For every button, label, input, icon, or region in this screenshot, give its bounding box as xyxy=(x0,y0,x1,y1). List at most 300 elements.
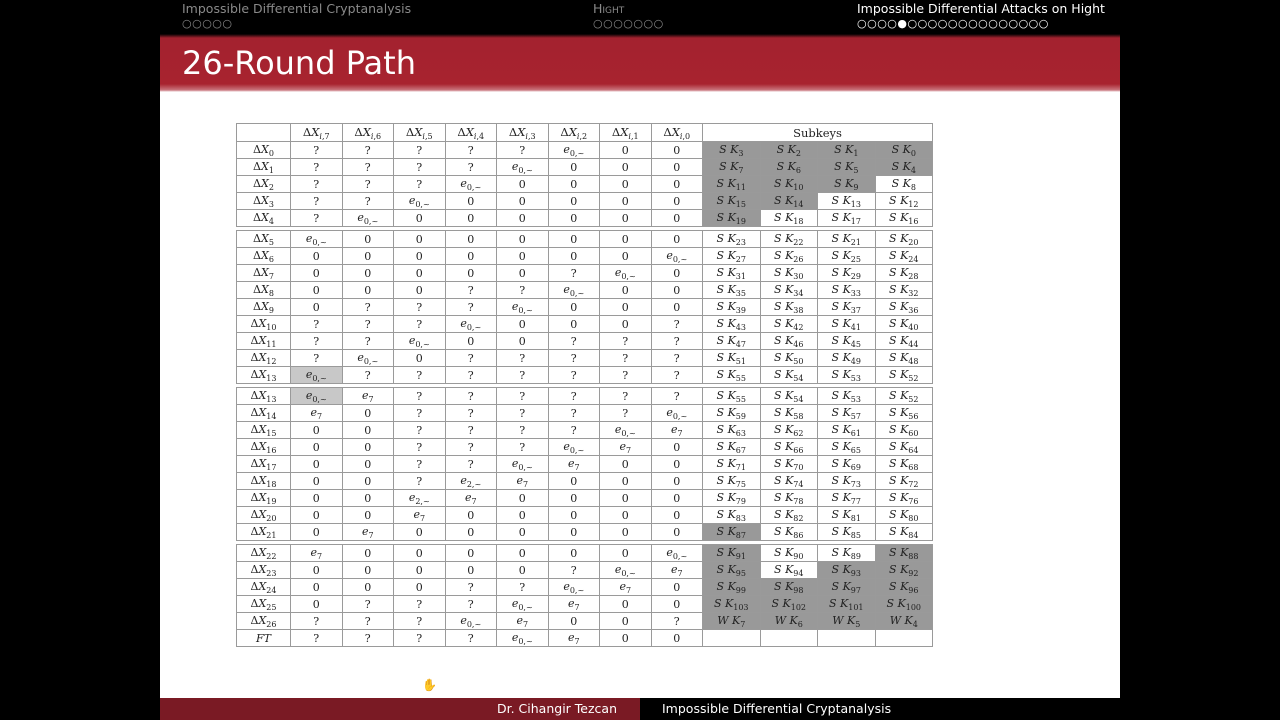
difference-cell: $e_7$ xyxy=(445,490,497,507)
row-label: $\Delta X_{13}$ xyxy=(237,367,291,384)
difference-cell: 0 xyxy=(600,545,652,562)
subkey-cell: S $K_0$ xyxy=(875,142,933,159)
difference-cell: 0 xyxy=(548,473,600,490)
subkey-cell: S $K_{87}$ xyxy=(703,524,761,541)
difference-cell: 0 xyxy=(342,562,394,579)
subkey-cell: S $K_{98}$ xyxy=(760,579,818,596)
difference-cell: ? xyxy=(497,439,549,456)
subkey-cell: S $K_{32}$ xyxy=(875,282,933,299)
subkey-cell: S $K_{26}$ xyxy=(760,248,818,265)
subkey-cell: S $K_{48}$ xyxy=(875,350,933,367)
difference-cell: ? xyxy=(445,142,497,159)
subkey-cell: S $K_{37}$ xyxy=(818,299,876,316)
difference-cell: ? xyxy=(394,422,446,439)
subkey-cell: S $K_{19}$ xyxy=(703,210,761,227)
difference-cell: $e_{0,\sim}$ xyxy=(651,545,703,562)
subkey-cell: S $K_{14}$ xyxy=(760,193,818,210)
subkey-cell: S $K_{62}$ xyxy=(760,422,818,439)
difference-cell: 0 xyxy=(600,316,652,333)
difference-cell: 0 xyxy=(291,282,343,299)
table-row xyxy=(237,210,933,227)
difference-cell: ? xyxy=(445,439,497,456)
difference-cell: 0 xyxy=(445,524,497,541)
difference-cell: ? xyxy=(342,596,394,613)
difference-cell: $e_{0,\sim}$ xyxy=(600,562,652,579)
difference-cell: 0 xyxy=(291,579,343,596)
subkey-cell: S $K_{40}$ xyxy=(875,316,933,333)
difference-cell: $e_7$ xyxy=(497,613,549,630)
difference-cell: 0 xyxy=(600,193,652,210)
subkey-cell: S $K_{58}$ xyxy=(760,405,818,422)
difference-cell: ? xyxy=(497,405,549,422)
difference-cell: 0 xyxy=(497,265,549,282)
row-label: $\Delta X_{16}$ xyxy=(237,439,291,456)
row-label: $\Delta X_5$ xyxy=(237,231,291,248)
difference-cell: $e_{0,\sim}$ xyxy=(548,282,600,299)
difference-cell: 0 xyxy=(342,265,394,282)
difference-cell: $e_7$ xyxy=(600,579,652,596)
difference-cell: ? xyxy=(445,388,497,405)
subkey-cell: S $K_{28}$ xyxy=(875,265,933,282)
difference-cell: 0 xyxy=(651,282,703,299)
difference-cell: 0 xyxy=(394,545,446,562)
subkey-cell: S $K_{20}$ xyxy=(875,231,933,248)
difference-cell: 0 xyxy=(548,210,600,227)
subkey-cell: W $K_7$ xyxy=(703,613,761,630)
subkey-cell: S $K_{39}$ xyxy=(703,299,761,316)
subkey-cell: S $K_{30}$ xyxy=(760,265,818,282)
subkey-cell: S $K_{73}$ xyxy=(818,473,876,490)
difference-cell: 0 xyxy=(651,490,703,507)
difference-cell: $e_7$ xyxy=(497,473,549,490)
column-header: $\Delta X_{i,7}$ xyxy=(291,124,343,142)
row-label: $\Delta X_3$ xyxy=(237,193,291,210)
row-label: $\Delta X_6$ xyxy=(237,248,291,265)
nav-progress-dots[interactable]: ○○○○○ xyxy=(182,17,233,30)
table-row xyxy=(237,367,933,384)
difference-cell: 0 xyxy=(651,159,703,176)
table-row xyxy=(237,282,933,299)
table-row xyxy=(237,596,933,613)
subkey-cell: S $K_{81}$ xyxy=(818,507,876,524)
difference-cell: 0 xyxy=(394,579,446,596)
difference-cell: ? xyxy=(445,282,497,299)
difference-cell: ? xyxy=(651,350,703,367)
subkey-cell: S $K_{68}$ xyxy=(875,456,933,473)
row-label: $\Delta X_{15}$ xyxy=(237,422,291,439)
difference-cell: ? xyxy=(394,176,446,193)
difference-cell: 0 xyxy=(548,490,600,507)
difference-cell: ? xyxy=(445,456,497,473)
subkey-cell: S $K_{15}$ xyxy=(703,193,761,210)
subkey-cell: S $K_{61}$ xyxy=(818,422,876,439)
difference-cell: ? xyxy=(600,350,652,367)
difference-cell: 0 xyxy=(394,350,446,367)
difference-cell: 0 xyxy=(342,282,394,299)
row-label: $\Delta X_0$ xyxy=(237,142,291,159)
nav-section-attacks-on-hight[interactable] xyxy=(857,1,1105,31)
nav-section-hight[interactable] xyxy=(593,1,664,31)
difference-cell: 0 xyxy=(548,545,600,562)
subkey-cell: S $K_1$ xyxy=(818,142,876,159)
subkey-cell: S $K_{18}$ xyxy=(760,210,818,227)
subkey-cell: S $K_{46}$ xyxy=(760,333,818,350)
subkey-cell: S $K_{79}$ xyxy=(703,490,761,507)
difference-cell: 0 xyxy=(445,265,497,282)
nav-progress-dots[interactable]: ○○○○○○○ xyxy=(593,17,664,30)
subkey-cell: S $K_{78}$ xyxy=(760,490,818,507)
difference-cell: $e_{0,\sim}$ xyxy=(394,193,446,210)
subkey-cell: S $K_{54}$ xyxy=(760,367,818,384)
nav-section-label: Hight xyxy=(593,1,625,16)
difference-cell: ? xyxy=(497,422,549,439)
corner-cell xyxy=(237,124,291,142)
difference-cell: 0 xyxy=(342,422,394,439)
difference-cell: ? xyxy=(548,422,600,439)
table-row xyxy=(237,456,933,473)
difference-cell: 0 xyxy=(445,545,497,562)
subkey-cell: S $K_{93}$ xyxy=(818,562,876,579)
difference-cell: ? xyxy=(497,350,549,367)
subkey-cell: S $K_{17}$ xyxy=(818,210,876,227)
difference-cell: ? xyxy=(291,316,343,333)
difference-cell: $e_7$ xyxy=(342,388,394,405)
subkey-cell: S $K_{51}$ xyxy=(703,350,761,367)
table-row xyxy=(237,176,933,193)
row-label: $\Delta X_1$ xyxy=(237,159,291,176)
slide-title: 26-Round Path xyxy=(182,44,416,82)
difference-cell: $e_7$ xyxy=(651,422,703,439)
difference-cell: 0 xyxy=(600,596,652,613)
column-header: $\Delta X_{i,5}$ xyxy=(394,124,446,142)
difference-cell: 0 xyxy=(651,596,703,613)
difference-cell: 0 xyxy=(445,193,497,210)
difference-cell: 0 xyxy=(600,613,652,630)
difference-cell: ? xyxy=(651,367,703,384)
row-label: $\Delta X_{11}$ xyxy=(237,333,291,350)
difference-cell: 0 xyxy=(497,507,549,524)
difference-cell: 0 xyxy=(342,490,394,507)
difference-cell: ? xyxy=(445,299,497,316)
difference-cell: 0 xyxy=(548,299,600,316)
difference-cell: ? xyxy=(394,142,446,159)
difference-cell: 0 xyxy=(291,439,343,456)
subkey-cell: S $K_{29}$ xyxy=(818,265,876,282)
difference-cell: ? xyxy=(291,210,343,227)
difference-cell: 0 xyxy=(651,210,703,227)
slide xyxy=(160,0,1120,720)
subkey-cell: S $K_{54}$ xyxy=(760,388,818,405)
subkey-cell: W $K_5$ xyxy=(818,613,876,630)
row-label: $\Delta X_{20}$ xyxy=(237,507,291,524)
footer-title xyxy=(640,698,1120,720)
nav-section-idc[interactable] xyxy=(182,1,411,31)
difference-cell: 0 xyxy=(342,473,394,490)
subkey-cell: S $K_{63}$ xyxy=(703,422,761,439)
row-label: $\Delta X_{18}$ xyxy=(237,473,291,490)
row-label: $\Delta X_{21}$ xyxy=(237,524,291,541)
difference-cell: $e_{0,\sim}$ xyxy=(291,367,343,384)
row-label: $\Delta X_2$ xyxy=(237,176,291,193)
difference-cell: 0 xyxy=(600,507,652,524)
subkey-cell: S $K_{99}$ xyxy=(703,579,761,596)
difference-cell: ? xyxy=(600,333,652,350)
subkey-cell: S $K_{84}$ xyxy=(875,524,933,541)
table-row xyxy=(237,193,933,210)
table-row xyxy=(237,350,933,367)
difference-cell: 0 xyxy=(548,159,600,176)
column-header: $\Delta X_{i,1}$ xyxy=(600,124,652,142)
difference-cell: $e_7$ xyxy=(651,562,703,579)
subkey-cell: S $K_{36}$ xyxy=(875,299,933,316)
subkey-cell: S $K_{16}$ xyxy=(875,210,933,227)
subkey-cell: S $K_{55}$ xyxy=(703,367,761,384)
difference-cell: $e_{0,\sim}$ xyxy=(497,630,549,647)
difference-cell: 0 xyxy=(497,193,549,210)
difference-cell: ? xyxy=(497,579,549,596)
subkey-cell: S $K_{59}$ xyxy=(703,405,761,422)
difference-cell: 0 xyxy=(651,630,703,647)
difference-cell: 0 xyxy=(394,210,446,227)
difference-cell: ? xyxy=(651,388,703,405)
difference-cell: 0 xyxy=(394,562,446,579)
subkey-cell: S $K_{34}$ xyxy=(760,282,818,299)
difference-cell: $e_{0,\sim}$ xyxy=(548,439,600,456)
subkey-cell: S $K_{45}$ xyxy=(818,333,876,350)
difference-cell: 0 xyxy=(291,265,343,282)
difference-cell: ? xyxy=(342,299,394,316)
difference-cell: ? xyxy=(445,422,497,439)
table-row xyxy=(237,490,933,507)
difference-cell: ? xyxy=(291,350,343,367)
column-header: $\Delta X_{i,6}$ xyxy=(342,124,394,142)
subkey-cell: S $K_{47}$ xyxy=(703,333,761,350)
subkey-cell: S $K_2$ xyxy=(760,142,818,159)
difference-cell: $e_7$ xyxy=(291,545,343,562)
difference-cell: ? xyxy=(342,159,394,176)
difference-cell: ? xyxy=(394,456,446,473)
difference-cell: ? xyxy=(548,350,600,367)
difference-cell: ? xyxy=(342,142,394,159)
difference-cell: ? xyxy=(394,473,446,490)
subkey-cell: S $K_7$ xyxy=(703,159,761,176)
subkey-cell: S $K_{52}$ xyxy=(875,388,933,405)
difference-cell: ? xyxy=(445,579,497,596)
difference-cell: 0 xyxy=(342,456,394,473)
difference-cell: ? xyxy=(651,613,703,630)
nav-progress-dots[interactable]: ○○○○●○○○○○○○○○○○○○○ xyxy=(857,17,1049,30)
difference-cell: 0 xyxy=(394,265,446,282)
subkey-cell: S $K_{55}$ xyxy=(703,388,761,405)
difference-cell: 0 xyxy=(600,248,652,265)
subkey-cell: S $K_{82}$ xyxy=(760,507,818,524)
subkey-cell: S $K_8$ xyxy=(875,176,933,193)
table-row xyxy=(237,265,933,282)
subkeys-header: Subkeys xyxy=(703,124,933,142)
row-label: $\Delta X_{13}$ xyxy=(237,388,291,405)
difference-cell: ? xyxy=(497,388,549,405)
difference-cell: 0 xyxy=(291,596,343,613)
difference-cell: $e_{0,\sim}$ xyxy=(497,159,549,176)
row-label: $\Delta X_9$ xyxy=(237,299,291,316)
table-row xyxy=(237,439,933,456)
subkey-cell: S $K_{23}$ xyxy=(703,231,761,248)
difference-cell: 0 xyxy=(291,248,343,265)
difference-cell: $e_{0,\sim}$ xyxy=(445,176,497,193)
difference-cell: ? xyxy=(394,159,446,176)
difference-cell: 0 xyxy=(394,248,446,265)
subkey-cell: S $K_{103}$ xyxy=(703,596,761,613)
table-row xyxy=(237,333,933,350)
difference-cell: ? xyxy=(291,613,343,630)
nav-section-label: Impossible Differential Cryptanalysis xyxy=(182,1,412,16)
subkey-cell: S $K_{33}$ xyxy=(818,282,876,299)
table-row xyxy=(237,142,933,159)
difference-cell: 0 xyxy=(497,248,549,265)
difference-cell: 0 xyxy=(651,142,703,159)
subkey-cell: S $K_{100}$ xyxy=(875,596,933,613)
difference-cell: ? xyxy=(548,405,600,422)
subkey-cell: S $K_{90}$ xyxy=(760,545,818,562)
subkey-cell: S $K_{43}$ xyxy=(703,316,761,333)
difference-cell: ? xyxy=(600,367,652,384)
subkey-cell: S $K_{35}$ xyxy=(703,282,761,299)
difference-cell: 0 xyxy=(651,473,703,490)
difference-cell: 0 xyxy=(291,524,343,541)
difference-cell: 0 xyxy=(445,210,497,227)
column-header: $\Delta X_{i,4}$ xyxy=(445,124,497,142)
table-row xyxy=(237,405,933,422)
subkey-cell: S $K_{42}$ xyxy=(760,316,818,333)
row-label: $\Delta X_{10}$ xyxy=(237,316,291,333)
difference-cell: ? xyxy=(394,367,446,384)
difference-cell: 0 xyxy=(394,282,446,299)
difference-cell: 0 xyxy=(651,231,703,248)
subkey-cell xyxy=(703,630,761,647)
subkey-cell: W $K_6$ xyxy=(760,613,818,630)
difference-cell: $e_7$ xyxy=(548,596,600,613)
subkey-cell: S $K_{94}$ xyxy=(760,562,818,579)
subkey-cell: S $K_{85}$ xyxy=(818,524,876,541)
difference-cell: $e_{0,\sim}$ xyxy=(291,388,343,405)
difference-cell: 0 xyxy=(600,210,652,227)
table-row xyxy=(237,545,933,562)
row-label: $\Delta X_{22}$ xyxy=(237,545,291,562)
table-row xyxy=(237,613,933,630)
difference-cell: $e_{2,\sim}$ xyxy=(445,473,497,490)
difference-cell: 0 xyxy=(600,176,652,193)
difference-cell: 0 xyxy=(445,562,497,579)
column-header: $\Delta X_{i,2}$ xyxy=(548,124,600,142)
difference-cell: 0 xyxy=(600,490,652,507)
subkey-cell: S $K_{49}$ xyxy=(818,350,876,367)
difference-cell: ? xyxy=(342,176,394,193)
difference-cell: 0 xyxy=(497,490,549,507)
difference-cell: 0 xyxy=(548,176,600,193)
row-label: $\Delta X_{26}$ xyxy=(237,613,291,630)
subkey-cell: S $K_{91}$ xyxy=(703,545,761,562)
difference-cell: ? xyxy=(394,316,446,333)
difference-cell: ? xyxy=(600,405,652,422)
subkey-cell: S $K_{74}$ xyxy=(760,473,818,490)
column-header: $\Delta X_{i,3}$ xyxy=(497,124,549,142)
subkey-cell: S $K_{66}$ xyxy=(760,439,818,456)
difference-cell: 0 xyxy=(497,231,549,248)
subkey-cell: S $K_{64}$ xyxy=(875,439,933,456)
row-label: $\Delta X_{14}$ xyxy=(237,405,291,422)
subkey-cell: S $K_{22}$ xyxy=(760,231,818,248)
difference-cell: ? xyxy=(548,333,600,350)
subkey-cell: S $K_{56}$ xyxy=(875,405,933,422)
difference-cell: 0 xyxy=(291,562,343,579)
difference-cell: ? xyxy=(651,333,703,350)
difference-cell: 0 xyxy=(600,456,652,473)
difference-cell: 0 xyxy=(600,159,652,176)
difference-cell: ? xyxy=(548,265,600,282)
difference-cell: ? xyxy=(497,142,549,159)
subkey-cell: S $K_{31}$ xyxy=(703,265,761,282)
difference-cell: $e_{0,\sim}$ xyxy=(445,613,497,630)
table-row xyxy=(237,316,933,333)
difference-cell: ? xyxy=(394,299,446,316)
subkey-cell: S $K_{77}$ xyxy=(818,490,876,507)
difference-cell: 0 xyxy=(497,524,549,541)
difference-cell: 0 xyxy=(548,507,600,524)
difference-cell: ? xyxy=(445,596,497,613)
subkey-cell: S $K_{102}$ xyxy=(760,596,818,613)
difference-cell: ? xyxy=(291,142,343,159)
difference-cell: 0 xyxy=(497,562,549,579)
difference-cell: ? xyxy=(342,613,394,630)
difference-cell: 0 xyxy=(445,231,497,248)
difference-cell: 0 xyxy=(394,524,446,541)
difference-cell: ? xyxy=(342,193,394,210)
difference-cell: 0 xyxy=(445,507,497,524)
difference-cell: $e_{0,\sim}$ xyxy=(445,316,497,333)
difference-cell: ? xyxy=(445,367,497,384)
difference-cell: ? xyxy=(291,630,343,647)
difference-cell: ? xyxy=(291,176,343,193)
subkey-cell: S $K_{12}$ xyxy=(875,193,933,210)
subkey-cell: S $K_9$ xyxy=(818,176,876,193)
difference-cell: 0 xyxy=(291,422,343,439)
subkey-cell: S $K_{67}$ xyxy=(703,439,761,456)
subkey-cell: S $K_{97}$ xyxy=(818,579,876,596)
difference-cell: 0 xyxy=(342,507,394,524)
difference-cell: 0 xyxy=(291,473,343,490)
subkey-cell: S $K_{44}$ xyxy=(875,333,933,350)
difference-cell: 0 xyxy=(548,316,600,333)
difference-cell: 0 xyxy=(342,405,394,422)
difference-cell: $e_{0,\sim}$ xyxy=(342,210,394,227)
difference-cell: ? xyxy=(548,367,600,384)
difference-cell: 0 xyxy=(291,507,343,524)
difference-cell: 0 xyxy=(651,524,703,541)
difference-cell: 0 xyxy=(291,490,343,507)
subkey-cell xyxy=(818,630,876,647)
difference-cell: 0 xyxy=(600,524,652,541)
difference-cell: ? xyxy=(548,388,600,405)
difference-cell: ? xyxy=(394,439,446,456)
difference-cell: ? xyxy=(342,367,394,384)
difference-cell: $e_{0,\sim}$ xyxy=(394,333,446,350)
difference-cell: $e_{0,\sim}$ xyxy=(291,231,343,248)
difference-cell: 0 xyxy=(548,524,600,541)
difference-cell: $e_7$ xyxy=(291,405,343,422)
difference-cell: $e_{0,\sim}$ xyxy=(651,405,703,422)
difference-cell: 0 xyxy=(342,579,394,596)
difference-cell: 0 xyxy=(497,333,549,350)
